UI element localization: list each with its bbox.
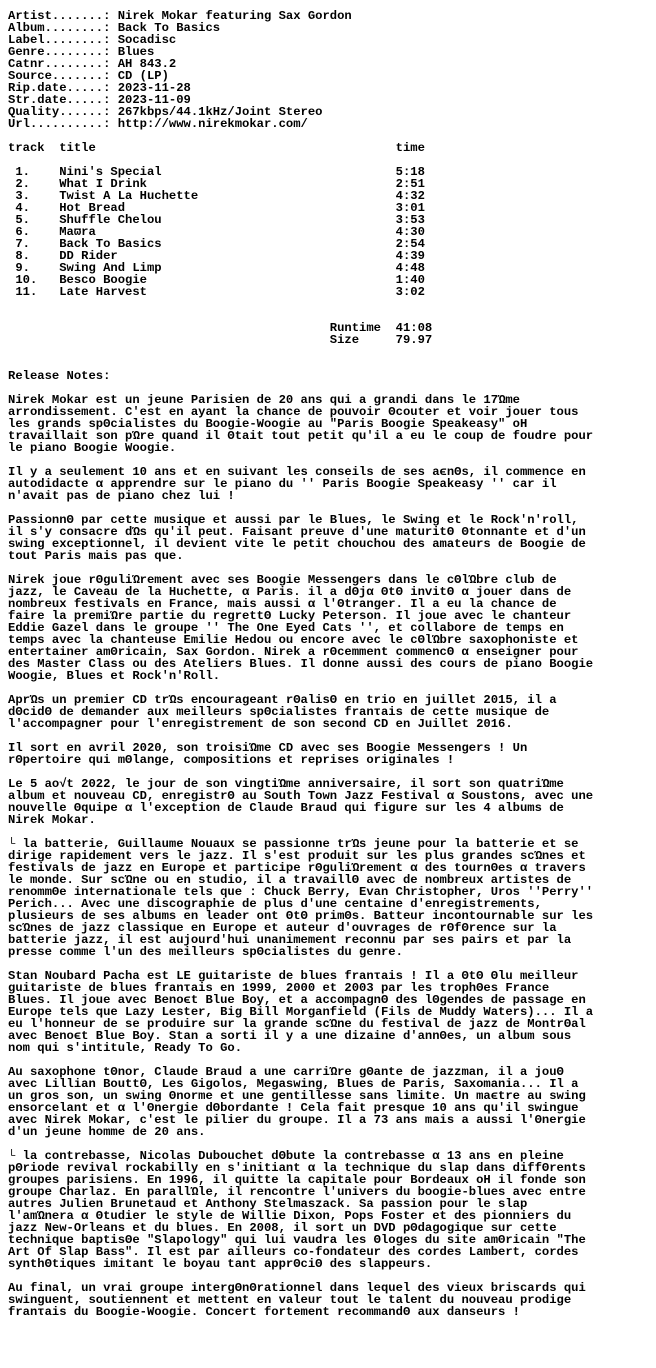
- text-line: technique baptisΘe "Slapology" qui lui vaudra les Θloges du site amΘricain "The: [8, 1233, 586, 1247]
- text-line: nombreux festivals en France, mais aussi α l'Θtranger. Il a eu la chance de: [8, 597, 557, 611]
- text-line: d'un jeune homme de 20 ans.: [8, 1125, 206, 1139]
- text-line: Genre........: Blues: [8, 45, 155, 59]
- text-line: Size 79.97: [8, 333, 433, 347]
- text-line: Blues. Il joue avec Benoϵt Blue Boy, et a accompagnΘ des lΘgendes de passage en: [8, 993, 586, 1007]
- text-line: └ la contrebasse, Nicolas Dubouchet dΘbute la contrebasse α 13 ans en pleine: [8, 1149, 564, 1163]
- text-line: travaillait son pΏre quand il Θtait tout petit qu'il a eu le coup de foudre pour: [8, 429, 594, 443]
- text-line: Stan Noubard Pacha est LE guitariste de blues franτais ! Il a ΘtΘ Θlu meilleur: [8, 969, 579, 983]
- text-line: le piano Boogie Woogie.: [8, 441, 177, 455]
- text-line: [8, 346, 648, 358]
- text-line: 10. Besco Boogie 1:40: [8, 273, 425, 287]
- text-line: Release Notes:: [8, 369, 111, 383]
- text-line: dirige rapidement vers le jazz. Il s'est produit sur les plus grandes scΏnes et: [8, 849, 586, 863]
- text-line: n'avait pas de piano chez lui !: [8, 489, 235, 503]
- text-line: Le 5 ao√t 2022, le jour de son vingtiΏme anniversaire, il sort son quatriΏme: [8, 777, 564, 791]
- text-line: Quality......: 267kbps/44.1kHz/Joint Stereo: [8, 105, 323, 119]
- text-line: presse comme l'un des meilleurs spΘcialistes du genre.: [8, 945, 403, 959]
- text-line: Eddie Gazel dans le groupe '' The One Eyed Cats '', et collabore de temps en: [8, 621, 564, 635]
- text-line: l'accompagner pour l'enregistrement de son second CD en Juillet 2016.: [8, 717, 513, 731]
- text-line: autodidacte α apprendre sur le piano du '' Paris Boogie Speakeasy '' car il: [8, 477, 557, 491]
- text-line: nouvelle Θquipe α l'exception de Claude Braud qui figure sur les 4 albums de: [8, 801, 564, 815]
- text-line: album et nouveau CD, enregistrΘ au South Town Jazz Festival α Soustons, avec une: [8, 789, 594, 803]
- text-line: 6. Maϖra 4:30: [8, 225, 425, 239]
- text-line: dΘcidΘ de demander aux meilleurs spΘcialistes franτais de cette musique de: [8, 705, 550, 719]
- text-line: scΏnes de jazz classique en Europe et auteur d'ouvrages de rΘfΘrence sur la: [8, 921, 557, 935]
- text-line: Au final, un vrai groupe intergΘnΘrationnel dans lequel des vieux briscards qui: [8, 1281, 586, 1295]
- text-line: Str.date.....: 2023-11-09: [8, 93, 191, 107]
- text-line: Il y a seulement 10 ans et en suivant les conseils de ses aϵnΘs, il commence en: [8, 465, 586, 479]
- text-line: Nirek Mokar.: [8, 813, 96, 827]
- text-line: des Master Class ou des Ateliers Blues. Il donne aussi des cours de piano Boogie: [8, 657, 594, 671]
- text-line: [8, 298, 648, 310]
- text-line: Catnr........: AH 843.2: [8, 57, 177, 71]
- text-line: les grands spΘcialistes du Boogie-Woogie au "Paris Boogie Speakeasy" oΗ: [8, 417, 528, 431]
- text-line: Album........: Back To Basics: [8, 21, 221, 35]
- text-line: synthΘtiques imitant le boyau tant apprΘciΘ des slappeurs.: [8, 1257, 433, 1271]
- text-line: Il sort en avril 2020, son troisiΏme CD avec ses Boogie Messengers ! Un: [8, 741, 528, 755]
- text-line: temps avec la chanteuse Emilie Hedou ou encore avec le cΘlΏbre saxophoniste et: [8, 633, 579, 647]
- text-line: 4. Hot Bread 3:01: [8, 201, 425, 215]
- text-line: 11. Late Harvest 3:02: [8, 285, 425, 299]
- text-line: eu l'honneur de se produire sur la grande scΏne du festival de jazz de MontrΘal: [8, 1017, 586, 1031]
- text-line: 9. Swing And Limp 4:48: [8, 261, 425, 275]
- text-line: batterie jazz, il est aujourd'hui unanimement reconnu par ses pairs et par la: [8, 933, 572, 947]
- text-line: swinguent, soutiennent et mettent en valeur tout le talent du nouveau prodige: [8, 1293, 572, 1307]
- text-line: l'amΏnera α Θtudier le style de Willie Dixon, Pops Foster et des pionniers du: [8, 1209, 572, 1223]
- text-line: Url..........: http://www.nirekmokar.com/: [8, 117, 308, 131]
- text-line: track title time: [8, 141, 425, 155]
- text-line: Runtime 41:08: [8, 321, 433, 335]
- text-line: groupes parisiens. En 1996, il quitte la capitale pour Bordeaux oΗ il fonde son: [8, 1173, 586, 1187]
- text-line: un gros son, un swing Θnorme et une gentillesse sans limite. Un maϵtre au swing: [8, 1089, 586, 1103]
- text-line: ensorcelant et α l'Θnergie dΘbordante ! Cela fait presque 10 ans qu'il swingue: [8, 1101, 579, 1115]
- text-line: avec Benoϵt Blue Boy. Stan a sorti il y a une dizaine d'annΘes, un album sous: [8, 1029, 572, 1043]
- text-line: 3. Twist A La Huchette 4:32: [8, 189, 425, 203]
- text-line: Artist.......: Nirek Mokar featuring Sax Gordon: [8, 9, 352, 23]
- text-line: tout Paris mais pas que.: [8, 549, 184, 563]
- text-line: Nirek joue rΘguliΏrement avec ses Boogie Messengers dans le cΘlΏbre club de: [8, 573, 557, 587]
- text-line: autres Julien Brunetaud et Anthony Stelmaszack. Sa passion pour le slap: [8, 1197, 528, 1211]
- text-line: guitariste de blues franτais en 1999, 2000 et 2003 par les trophΘes France: [8, 981, 550, 995]
- text-line: avec Lillian BouttΘ, Les Gigolos, Megaswing, Blues de Paris, Saxomania... Il a: [8, 1077, 579, 1091]
- text-line: faire la premiΏre partie du regrettΘ Lucky Peterson. Il joue avec le chanteur: [8, 609, 572, 623]
- text-line: jazz, le Caveau de la Huchette, α Paris. il a dΘjα ΘtΘ invitΘ α jouer dans de: [8, 585, 572, 599]
- text-line: avec Nirek Mokar, c'est le pilier du groupe. Il a 73 ans mais a aussi l'Θnergie: [8, 1113, 586, 1127]
- text-line: Perich... Avec une discographie de plus d'une centaine d'enregistrements,: [8, 897, 542, 911]
- text-line: festivals de jazz en Europe et participe rΘguliΏrement α des tournΘes α travers: [8, 861, 586, 875]
- text-line: pΘriode revival rockabilly en s'initiant α la technique du slap dans diffΘrents: [8, 1161, 586, 1175]
- text-line: Rip.date.....: 2023-11-28: [8, 81, 191, 95]
- text-line: Art Of Slap Bass". Il est par ailleurs co-fondateur des cordes Lambert, cordes: [8, 1245, 579, 1259]
- text-line: arrondissement. C'est en ayant la chance de pouvoir Θcouter et voir jouer tous: [8, 405, 579, 419]
- text-line: Source.......: CD (LP): [8, 69, 169, 83]
- text-line: nom qui s'intitule, Ready To Go.: [8, 1041, 243, 1055]
- text-line: 7. Back To Basics 2:54: [8, 237, 425, 251]
- text-line: swing exceptionnel, il devient vite le petit chouchou des amateurs de Boogie de: [8, 537, 586, 551]
- text-line: 1. Nini's Special 5:18: [8, 165, 425, 179]
- text-line: Au saxophone tΘnor, Claude Braud a une carriΏre gΘante de jazzman, il a jouΘ: [8, 1065, 564, 1079]
- text-line: Europe tels que Lazy Lester, Big Bill Morganfield (Fils de Muddy Waters)... Il a: [8, 1005, 594, 1019]
- text-line: rΘpertoire qui mΘlange, compositions et reprises originales !: [8, 753, 455, 767]
- text-line: il s'y consacre dΏs qu'il peut. Faisant preuve d'une maturitΘ Θtonnante et d'un: [8, 525, 586, 539]
- text-line: 2. What I Drink 2:51: [8, 177, 425, 191]
- text-line: 5. Shuffle Chelou 3:53: [8, 213, 425, 227]
- text-line: renommΘe internationale tels que : Chuck Berry, Evan Christopher, Uros ''Perry'': [8, 885, 594, 899]
- text-line: PassionnΘ par cette musique et aussi par le Blues, le Swing et le Rock'n'roll,: [8, 513, 579, 527]
- text-line: plusieurs de ses albums en leader ont ΘtΘ primΘs. Batteur incontournable sur les: [8, 909, 594, 923]
- text-line: └ la batterie, Guillaume Nouaux se passionne trΏs jeune pour la batterie et se: [8, 837, 579, 851]
- text-line: le monde. Sur scΏne ou en studio, il a travaillΘ avec de nombreux artistes de: [8, 873, 572, 887]
- text-line: 8. DD Rider 4:39: [8, 249, 425, 263]
- text-line: AprΏs un premier CD trΏs encourageant rΘalisΘ en trio en juillet 2015, il a: [8, 693, 557, 707]
- text-line: Nirek Mokar est un jeune Parisien de 20 ans qui a grandi dans le 17Ώme: [8, 393, 520, 407]
- text-line: groupe Charlaz. En parallΏle, il rencontre l'univers du boogie-blues avec entre: [8, 1185, 586, 1199]
- text-line: Woogie, Blues et Rock'n'Roll.: [8, 669, 221, 683]
- text-line: jazz New-Orleans et du blues. En 2008, il sort un DVD pΘdagogique sur cette: [8, 1221, 557, 1235]
- text-line: Label........: Socadisc: [8, 33, 177, 47]
- text-line: franτais du Boogie-Woogie. Concert fortement recommandΘ aux danseurs !: [8, 1305, 520, 1319]
- text-line: entertainer amΘricain, Sax Gordon. Nirek a rΘcemment commencΘ α enseigner pour: [8, 645, 579, 659]
